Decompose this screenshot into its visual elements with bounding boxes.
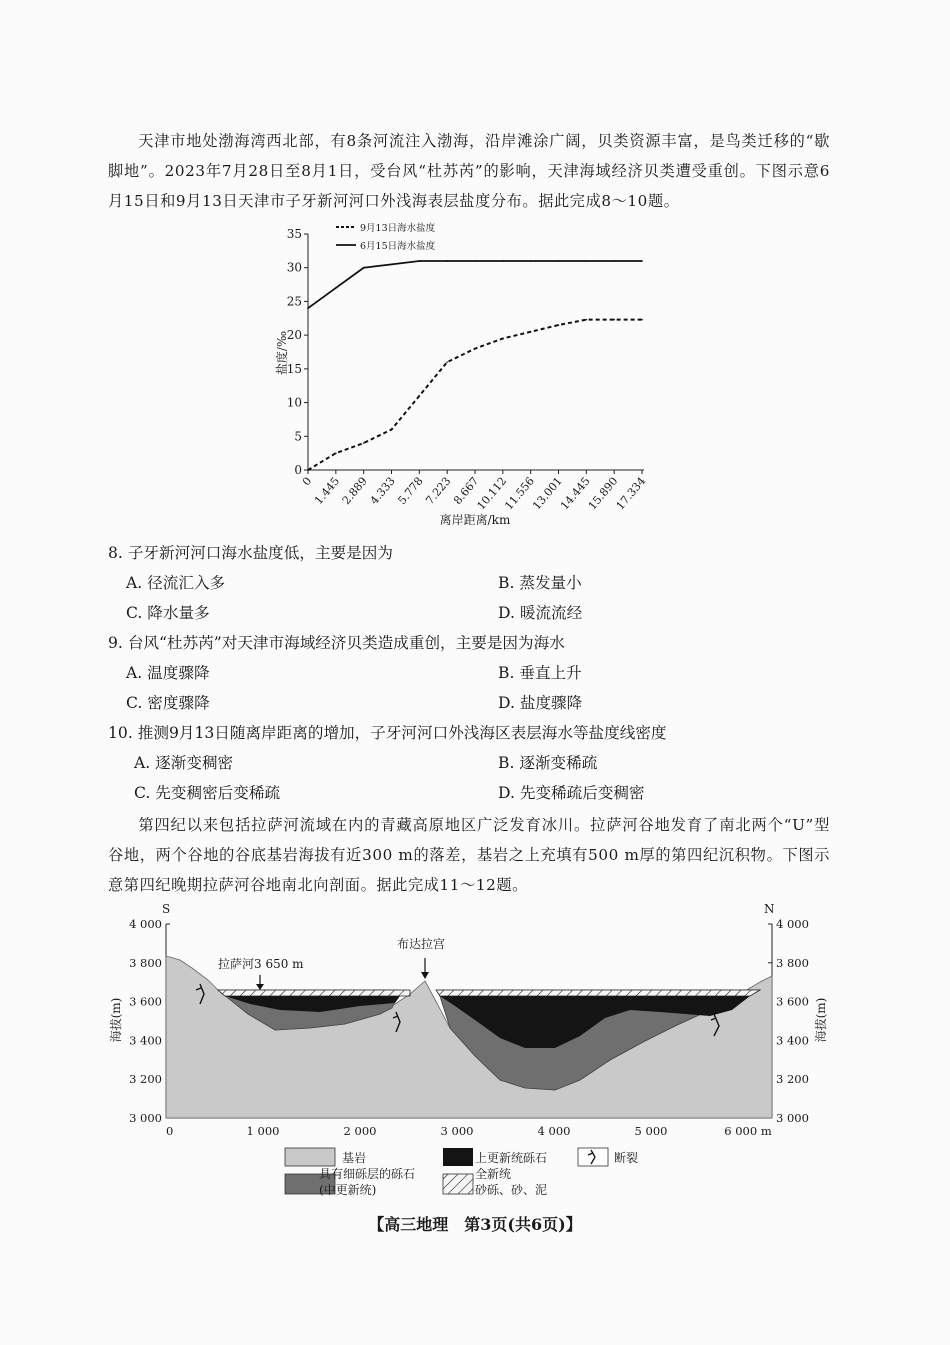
question-10-option-a[interactable]: A. 逐渐变稠密	[134, 754, 234, 772]
chart-xlabel: 离岸距离/km	[439, 513, 511, 527]
y-tick-label: 30	[286, 260, 302, 275]
legend-bedrock: 基岩	[342, 1151, 367, 1165]
x-tick-label: 2.889	[339, 474, 370, 508]
x-tick-label: 4.333	[367, 474, 398, 508]
salinity-chart	[250, 218, 680, 533]
profile-diagram	[100, 898, 830, 1203]
series-line-1	[308, 261, 642, 308]
question-10-option-d[interactable]: D. 先变稀疏后变稠密	[498, 784, 645, 802]
chart-ylabel: 盐度/‰	[275, 330, 289, 376]
profile-xtick: 6 000 m	[724, 1124, 772, 1138]
y-tick-label: 15	[286, 361, 302, 376]
holocene-deposits	[218, 990, 410, 996]
profile-ytick-left: 3 800	[129, 955, 162, 970]
series-1-point	[391, 264, 393, 266]
profile-xtick: 2 000	[343, 1124, 377, 1138]
question-9-option-b[interactable]: B. 垂直上升	[498, 664, 582, 682]
legend-label-0: 9月13日海水盐度	[360, 223, 436, 234]
x-tick-label: 17.334	[613, 474, 649, 513]
x-tick-label: 0	[299, 474, 315, 489]
profile-ytick-left: 3 600	[129, 994, 162, 1009]
question-10-option-c[interactable]: C. 先变稠密后变稀疏	[134, 784, 281, 802]
legend-fault: 断裂	[614, 1151, 639, 1165]
series-1-point	[335, 287, 337, 289]
river-label: 拉萨河3 650 m	[218, 957, 304, 971]
profile-ytick-right: 3 600	[776, 994, 809, 1009]
question-9-option-c[interactable]: C. 密度骤降	[126, 694, 210, 712]
y-tick-label: 35	[286, 227, 302, 241]
y-tick-label: 10	[286, 395, 302, 410]
y-tick-label: 5	[294, 429, 302, 444]
x-tick-label: 10.112	[474, 474, 510, 513]
question-9-option-d[interactable]: D. 盐度骤降	[498, 694, 583, 712]
series-1-point	[558, 260, 560, 262]
x-tick-label: 8.667	[451, 474, 482, 508]
question-8-stem: 8. 子牙新河河口海水盐度低，主要是因为	[108, 544, 393, 562]
series-1-point	[474, 260, 476, 262]
question-8-option-d[interactable]: D. 暖流流经	[498, 604, 583, 622]
series-0-point	[391, 429, 393, 431]
page-footer: 【高三地理 第3页(共6页)】	[368, 1215, 582, 1234]
profile-ytick-left: 3 400	[129, 1033, 162, 1048]
series-0-point	[307, 469, 309, 471]
series-0-point	[474, 348, 476, 350]
legend-holocene-1: 全新统	[475, 1167, 512, 1181]
question-8-option-c[interactable]: C. 降水量多	[126, 604, 210, 622]
series-0-point	[502, 338, 504, 340]
y-tick-label: 20	[286, 328, 302, 343]
series-1-point	[363, 267, 365, 269]
series-1-point	[502, 260, 504, 262]
series-0-point	[363, 442, 365, 444]
profile-xtick: 1 000	[246, 1124, 280, 1138]
x-tick-label: 5.778	[395, 474, 426, 508]
x-tick-label: 7.223	[423, 474, 454, 508]
series-line-0	[308, 320, 642, 470]
series-1-point	[641, 260, 643, 262]
x-tick-label: 14.445	[557, 474, 593, 513]
ylabel-right: 海拔(m)	[814, 997, 828, 1043]
profile-ytick-left: 3 000	[129, 1111, 162, 1125]
south-label: S	[162, 902, 171, 916]
series-0-point	[419, 395, 421, 397]
x-tick-label: 11.556	[502, 474, 537, 513]
profile-xtick: 5 000	[634, 1124, 668, 1138]
series-1-point	[586, 260, 588, 262]
passage-2: 第四纪以来包括拉萨河流域在内的青藏高原地区广泛发育冰川。拉萨河谷地发育了南北两个“U”型谷地，两个谷地的谷底基岩海拔有近300 m的落差，基岩之上充填有500 m厚的第四纪沉积物。下图示意第四纪晚期拉萨河谷地南北向剖面。据此完成11～12题。	[108, 816, 830, 894]
question-10-option-b[interactable]: B. 逐渐变稀疏	[498, 754, 598, 772]
profile-xtick: 0	[166, 1124, 174, 1138]
potala-label: 布达拉宫	[397, 937, 446, 951]
profile-ytick-right: 3 000	[776, 1111, 809, 1125]
y-tick-label: 25	[286, 294, 302, 309]
north-label: N	[764, 902, 775, 916]
question-8-option-a[interactable]: A. 径流汇入多	[126, 574, 226, 592]
question-10-stem: 10. 推测9月13日随离岸距离的增加，子牙河河口外浅海区表层海水等盐度线密度	[108, 724, 667, 742]
series-0-point	[641, 319, 643, 321]
series-0-point	[558, 324, 560, 326]
series-0-point	[586, 319, 588, 321]
legend-upper-gravel: 上更新统砾石	[475, 1151, 548, 1165]
question-9-stem: 9. 台风“杜苏芮”对天津市海域经济贝类造成重创，主要是因为海水	[108, 634, 565, 652]
series-0-point	[335, 452, 337, 454]
profile-legend	[285, 1148, 638, 1197]
legend-label-1: 6月15日海水盐度	[360, 241, 436, 252]
question-8-option-b[interactable]: B. 蒸发量小	[498, 574, 582, 592]
profile-ytick-right: 3 800	[776, 955, 809, 970]
series-1-point	[307, 307, 309, 309]
x-tick-label: 15.890	[585, 474, 621, 513]
profile-ytick-right: 3 200	[776, 1072, 809, 1087]
profile-ytick-right: 4 000	[776, 917, 809, 931]
profile-cross-section	[166, 956, 772, 1118]
profile-ytick-left: 3 200	[129, 1072, 162, 1087]
x-tick-label: 1.445	[311, 474, 343, 508]
profile-ytick-left: 4 000	[129, 917, 162, 931]
profile-xtick: 4 000	[537, 1124, 571, 1138]
passage-1: 天津市地处渤海湾西北部，有8条河流注入渤海，沿岸滩涂广阔，贝类资源丰富，是鸟类迁移的“歇脚地”。2023年7月28日至8月1日，受台风“杜苏芮”的影响，天津海域经济贝类遭受重创。下图示意6月15日和9月13日天津市子牙新河河口外浅海表层盐度分布。据此完成8～10题。	[108, 132, 830, 210]
x-tick-label: 13.001	[530, 474, 565, 513]
series-0-point	[613, 319, 615, 321]
series-1-point	[530, 260, 532, 262]
profile-xtick: 3 000	[440, 1124, 474, 1138]
legend-mid-gravel-2: (中更新统)	[319, 1183, 377, 1197]
series-0-point	[446, 361, 448, 363]
legend-mid-gravel-1: 具有细砾层的砾石	[319, 1167, 416, 1181]
question-9-option-a[interactable]: A. 温度骤降	[126, 664, 210, 682]
legend-holocene-2: 砂砾、砂、泥	[475, 1183, 548, 1197]
series-1-point	[419, 260, 421, 262]
series-0-point	[530, 331, 532, 333]
profile-ytick-right: 3 400	[776, 1033, 809, 1048]
series-1-point	[613, 260, 615, 262]
y-tick-label: 0	[294, 463, 302, 477]
ylabel-left: 海拔(m)	[109, 997, 123, 1043]
series-1-point	[446, 260, 448, 262]
